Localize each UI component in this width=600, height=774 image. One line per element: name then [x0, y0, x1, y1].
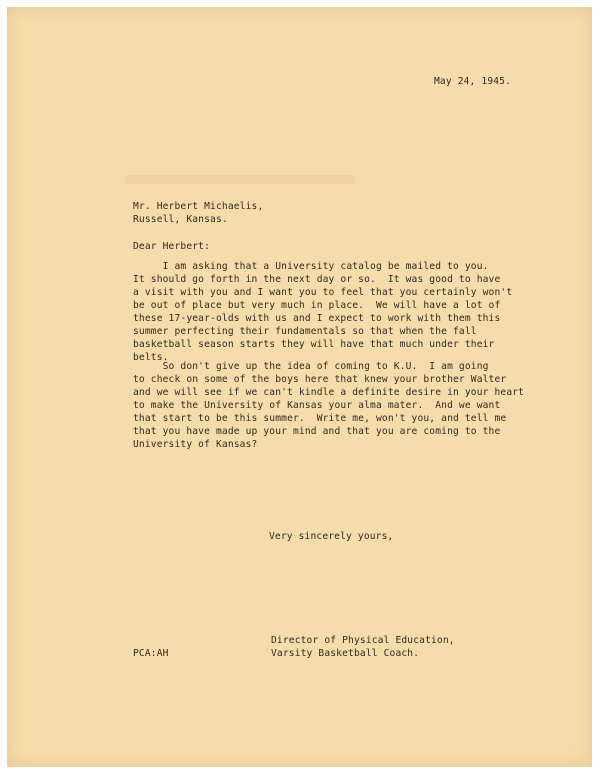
paragraph-line: to make the University of Kansas your alma mater. And we want: [133, 400, 501, 411]
paragraph-line: a visit with you and I want you to feel that you certainly won't: [133, 287, 513, 298]
paragraph-line: that you have made up your mind and that you are coming to the: [133, 426, 501, 437]
paragraph-line: be out of place but very much in place. We will have a lot of: [133, 300, 501, 311]
paragraph-line: to check on some of the boys here that knew your brother Walter: [133, 374, 507, 385]
paragraph-line: and we will see if we can't kindle a definite desire in your heart: [133, 387, 525, 398]
paragraph-line: University of Kansas?: [133, 439, 258, 450]
paragraph-line: It should go forth in the next day or so. It was good to have: [133, 274, 501, 285]
reference-initials: PCA:AH: [133, 648, 169, 659]
paragraph-line: So don't give up the idea of coming to K.U. I am going: [133, 361, 489, 372]
paragraph-line: summer perfecting their fundamentals so that when the fall: [133, 326, 477, 337]
paper-smudge: [125, 175, 355, 184]
paragraph-line: belts.: [133, 352, 169, 363]
letter-page: [7, 7, 592, 767]
complimentary-closing: Very sincerely yours,: [269, 531, 394, 542]
recipient-address: [133, 200, 263, 226]
body-paragraph-2: [133, 360, 524, 451]
salutation: Dear Herbert:: [133, 241, 211, 252]
recipient-town: Russell, Kansas.: [133, 214, 228, 225]
signer-title: Director of Physical Education,: [271, 635, 455, 646]
paragraph-line: that start to be this summer. Write me, won't you, and tell me: [133, 413, 507, 424]
recipient-name: Mr. Herbert Michaelis,: [133, 201, 264, 212]
signer-role: Varsity Basketball Coach.: [271, 648, 420, 659]
signature-block: [271, 634, 455, 660]
body-paragraph-1: [133, 260, 512, 364]
paragraph-line: basketball season starts they will have that much under their: [133, 339, 495, 350]
paragraph-line: I am asking that a University catalog be mailed to you.: [133, 261, 489, 272]
paragraph-line: these 17-year-olds with us and I expect to work with them this: [133, 313, 501, 324]
letter-date: May 24, 1945.: [434, 76, 512, 87]
